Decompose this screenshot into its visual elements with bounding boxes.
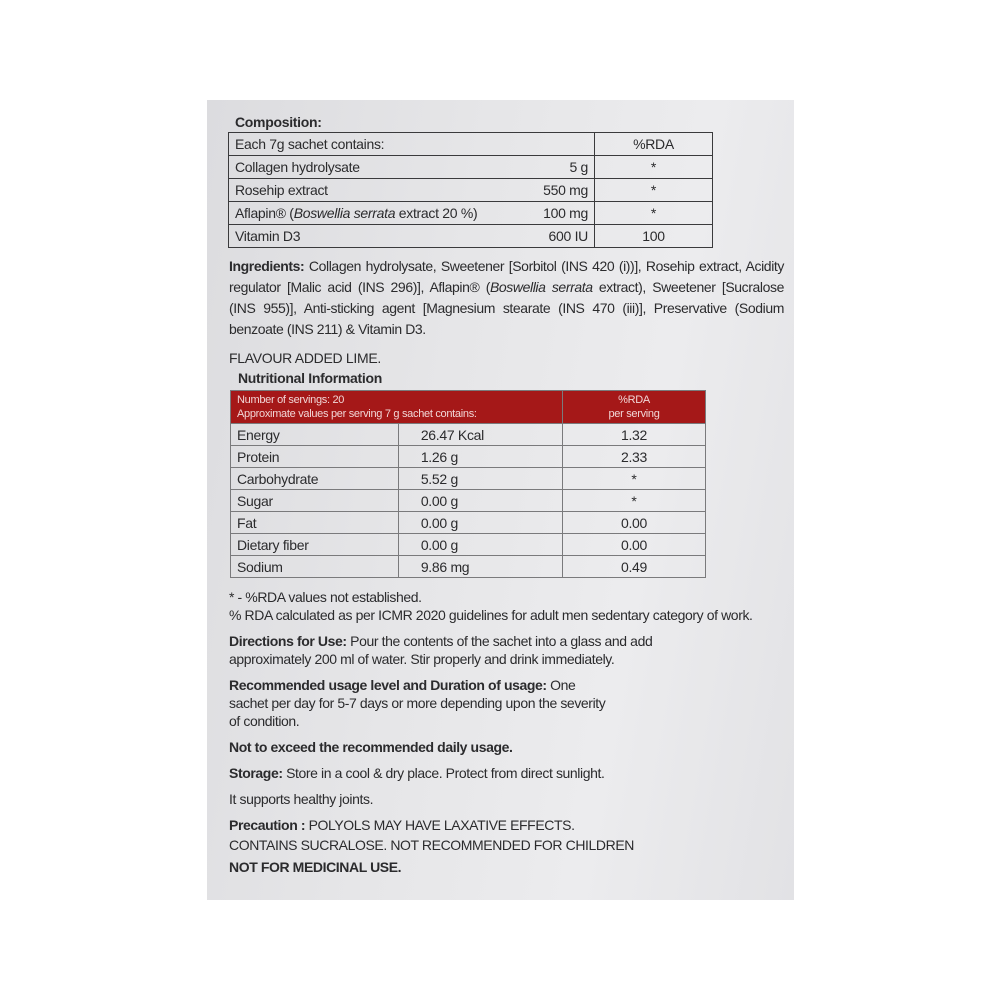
recommended-label: Recommended usage level and Duration of usage: [229, 677, 547, 693]
ingredient-amount: 550 mg [527, 179, 594, 202]
table-row [231, 512, 706, 534]
nutrient-rda: 0.00 [563, 512, 706, 534]
name-prefix: Aflapin® ( [235, 205, 294, 221]
nutrient-rda: 0.00 [563, 534, 706, 556]
rda-header [563, 391, 706, 424]
nutrient-name: Sugar [231, 490, 399, 512]
ingredients-text: extract), Sweetener [Sucralose (INS 955)], Anti-sticking agent [Magnesium stearate (INS 470 (iii)], Preservative (Sodium benzoate (INS 211) & Vitamin D3. [229, 279, 784, 337]
directions-label: Directions for Use: [229, 633, 347, 649]
serving-description: Approximate values per serving 7 g sachet contains: [237, 408, 477, 420]
nutrient-rda: * [563, 490, 706, 512]
table-row [229, 179, 713, 202]
nutrient-amount: 1.26 g [398, 446, 562, 468]
nutrition-table [230, 390, 706, 578]
recommended-usage [229, 676, 609, 730]
table-row [229, 156, 713, 179]
nutrient-name: Sodium [231, 556, 399, 578]
precaution-text: POLYOLS MAY HAVE LAXATIVE EFFECTS. [305, 817, 575, 833]
supports-text [229, 790, 784, 808]
table-header-row [231, 391, 706, 424]
ingredient-rda: 100 [595, 225, 713, 248]
precaution-label: Precaution : [229, 817, 306, 833]
table-row [231, 446, 706, 468]
supports-line: It supports healthy joints. [229, 791, 374, 807]
directions [229, 632, 699, 668]
ingredient-amount: 600 IU [527, 225, 594, 248]
composition-header-rda: %RDA [595, 133, 713, 156]
table-row [231, 534, 706, 556]
nutrient-name: Carbohydrate [231, 468, 399, 490]
composition-table [228, 132, 713, 248]
ingredient-name: Rosehip extract [229, 179, 528, 202]
rda-header-line: %RDA [618, 394, 650, 406]
nutrient-amount: 26.47 Kcal [398, 424, 562, 446]
table-row [231, 468, 706, 490]
nutrient-rda: 1.32 [563, 424, 706, 446]
table-row [229, 225, 713, 248]
storage [229, 764, 784, 782]
recommended-text: One sachet per day for 5-7 days or more depending upon the severity of condition. [229, 677, 606, 729]
not-exceed-warning [229, 738, 784, 756]
nutrient-rda: * [563, 468, 706, 490]
nutrient-rda: 0.49 [563, 556, 706, 578]
nutrient-amount: 9.86 mg [398, 556, 562, 578]
precaution-line: NOT FOR MEDICINAL USE. [229, 859, 402, 875]
table-row [229, 202, 713, 225]
table-row [231, 424, 706, 446]
ingredients-paragraph [229, 256, 784, 340]
footnotes [229, 588, 794, 624]
rda-header-line: per serving [608, 408, 660, 420]
ingredient-name: Vitamin D3 [229, 225, 528, 248]
product-label-panel [207, 100, 794, 900]
precaution [229, 816, 784, 876]
nutrient-name: Energy [231, 424, 399, 446]
table-row [229, 133, 713, 156]
not-exceed-text: Not to exceed the recommended daily usage. [229, 739, 513, 755]
nutrient-name: Dietary fiber [231, 534, 399, 556]
ingredients-italic: Boswellia serrata [489, 279, 593, 295]
table-row [231, 556, 706, 578]
flavour-text: FLAVOUR ADDED LIME. [229, 350, 381, 366]
ingredient-name [229, 202, 528, 225]
composition-header-label: Each 7g sachet contains: [229, 133, 595, 156]
composition-title: Composition: [235, 114, 322, 130]
nutrition-title: Nutritional Information [238, 370, 382, 386]
precaution-line: CONTAINS SUCRALOSE. NOT RECOMMENDED FOR CHILDREN [229, 837, 634, 853]
servings-count: Number of servings: 20 [237, 394, 345, 406]
nutrient-amount: 0.00 g [398, 512, 562, 534]
storage-label: Storage: [229, 765, 283, 781]
name-suffix: extract 20 %) [395, 205, 478, 221]
nutrition-header [231, 391, 563, 424]
directions-text: Pour the contents of the sachet into a glass and add approximately 200 ml of water. Stir properly and drink immediately. [229, 633, 653, 667]
ingredient-rda: * [595, 156, 713, 179]
label-body [207, 256, 794, 890]
nutrient-amount: 5.52 g [398, 468, 562, 490]
ingredient-rda: * [595, 179, 713, 202]
nutrient-name: Protein [231, 446, 399, 468]
ingredient-rda: * [595, 202, 713, 225]
nutrient-amount: 0.00 g [398, 490, 562, 512]
ingredient-name: Collagen hydrolysate [229, 156, 528, 179]
footnote: % RDA calculated as per ICMR 2020 guidelines for adult men sedentary category of work. [229, 607, 753, 623]
ingredients-text: Collagen hydrolysate, Sweetener [Sorbitol (INS 420 (i))], Rosehip extract, Acidity regulator [Malic acid (INS 296)], Aflapin® ( [229, 258, 784, 295]
table-row [231, 490, 706, 512]
nutrient-rda: 2.33 [563, 446, 706, 468]
ingredients-label: Ingredients: [229, 258, 305, 274]
ingredient-amount: 100 mg [527, 202, 594, 225]
ingredient-amount: 5 g [527, 156, 594, 179]
nutrient-amount: 0.00 g [398, 534, 562, 556]
name-italic: Boswellia serrata [293, 205, 396, 221]
nutrient-name: Fat [231, 512, 399, 534]
footnote: * - %RDA values not established. [229, 589, 422, 605]
storage-text: Store in a cool & dry place. Protect from direct sunlight. [282, 765, 605, 781]
